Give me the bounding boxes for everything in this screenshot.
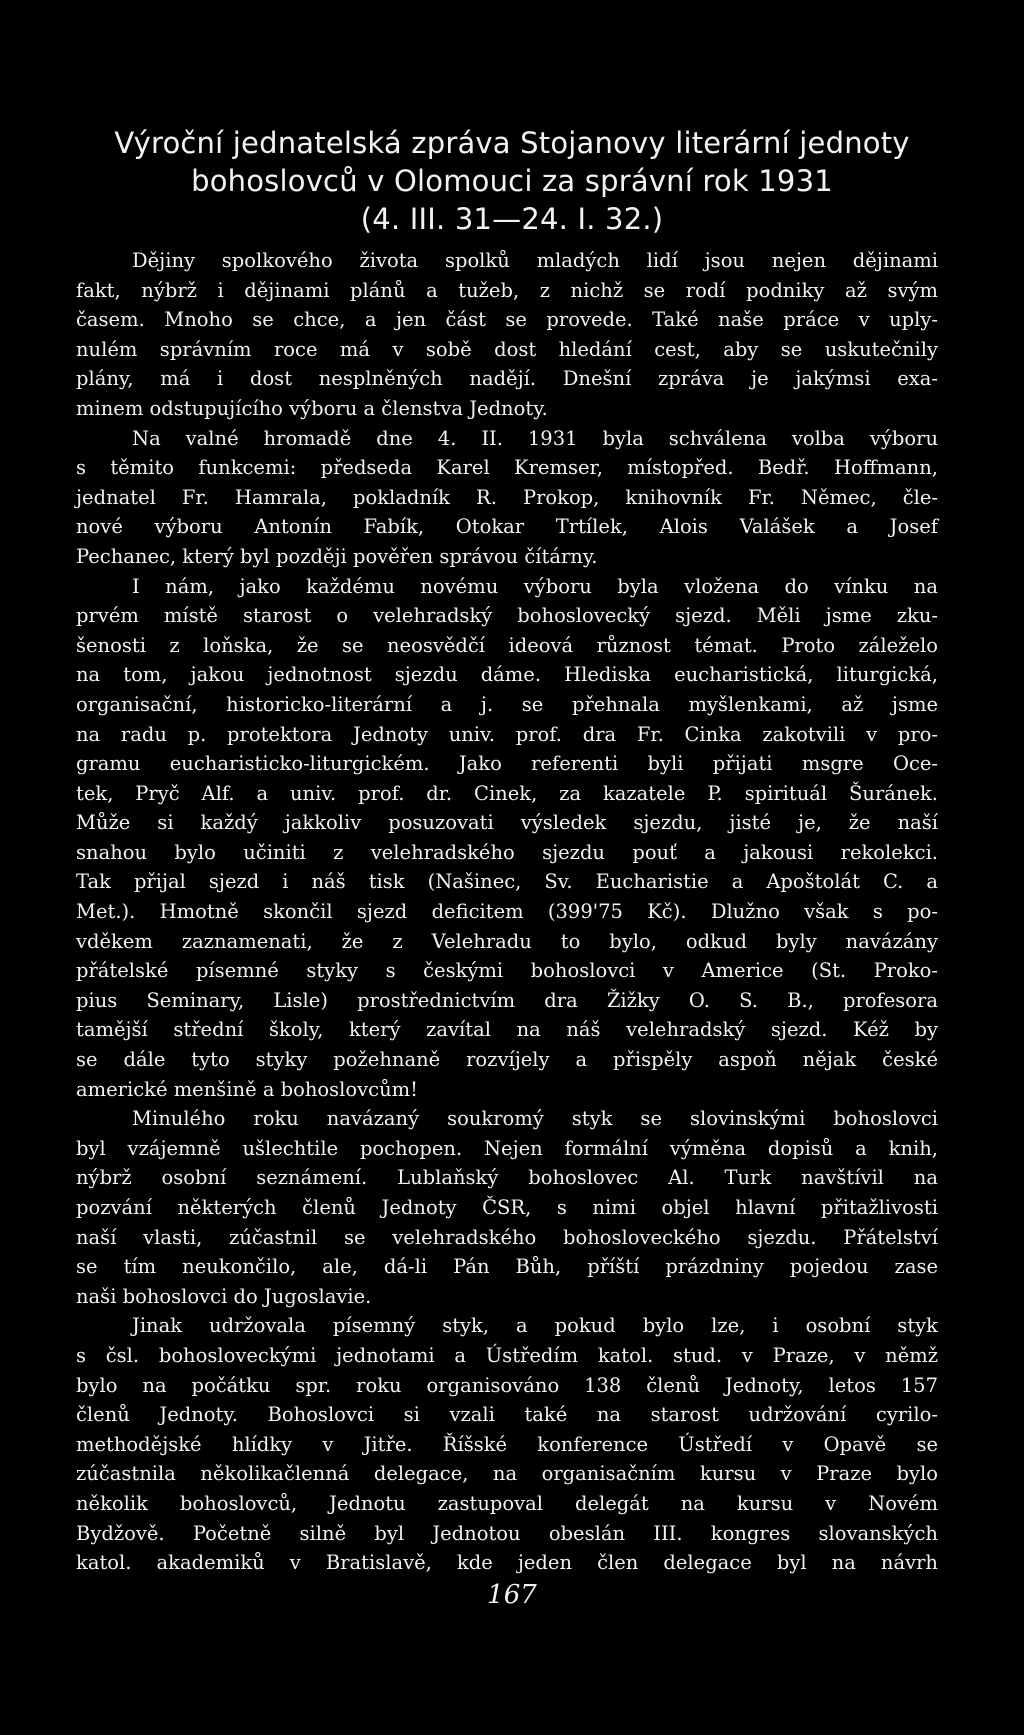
title-line: (4. III. 31—24. I. 32.)	[360, 202, 664, 236]
text-line: šenosti z loňska, že se neosvědčí ideová různost témat. Proto záleželo	[76, 633, 938, 657]
text-line: na radu p. protektora Jednoty univ. prof. dra Fr. Cinka zakotvili v pro-	[76, 722, 938, 746]
title-line: bohoslovců v Olomouci za správní rok 1931	[191, 164, 833, 198]
text-line: přátelské písemné styky s českými bohoslovci v Americe (St. Proko-	[76, 959, 938, 983]
text-line: katol. akademiků v Bratislavě, kde jeden člen delegace byl na návrh	[76, 1551, 938, 1575]
text-line: tamější střední školy, který zavítal na náš velehradský sjezd. Kéž by	[76, 1018, 938, 1042]
text-line: zúčastnila několikačlenná delegace, na organisačním kursu v Praze bylo	[76, 1462, 938, 1486]
text-line: organisační, historicko-literární a j. se přehnala myšlenkami, až jsme	[76, 692, 938, 716]
text-line: plány, má i dost nesplněných nadějí. Dnešní zpráva je jakýmsi exa-	[76, 367, 938, 391]
text-line: členů Jednoty. Bohoslovci si vzali také na starost udržování cyrilo-	[76, 1403, 938, 1427]
text-line: fakt, nýbrž i dějinami plánů a tužeb, z nichž se rodí podniky až svým	[76, 278, 938, 302]
text-line: naší vlasti, zúčastnil se velehradského bohosloveckého sjezdu. Přátelství	[76, 1225, 938, 1249]
text-line: pius Seminary, Lisle) prostřednictvím dra Žižky O. S. B., profesora	[76, 988, 938, 1012]
text-line: Tak přijal sjezd i náš tisk (Našinec, Sv. Eucharistie a Apoštolát C. a	[76, 870, 938, 894]
text-line: Minulého roku navázaný soukromý styk se slovinskými bohoslovci	[132, 1107, 938, 1131]
text-line: americké menšině a bohoslovcům!	[76, 1077, 418, 1101]
text-line: Bydžově. Početně silně byl Jednotou obeslán III. kongres slovanských	[76, 1521, 938, 1545]
text-line: pozvání některých členů Jednoty ČSR, s nimi objel hlavní přitažlivosti	[76, 1196, 938, 1219]
text-line: na tom, jakou jednotnost sjezdu dáme. Hlediska eucharistická, liturgická,	[76, 663, 938, 687]
text-line: minem odstupujícího výboru a členstva Jednoty.	[76, 396, 548, 420]
text-line: nové výboru Antonín Fabík, Otokar Trtílek, Alois Valášek a Josef	[76, 515, 938, 539]
text-line: nýbrž osobní seznámení. Lublaňský bohoslovec Al. Turk navštívil na	[76, 1166, 938, 1190]
text-line: Může si každý jakkoliv posuzovati výsledek sjezdu, jisté je, že naší	[76, 811, 938, 835]
text-line: tek, Pryč Alf. a univ. prof. dr. Cinek, za kazatele P. spirituál Šuránek.	[76, 781, 938, 805]
text-line: bylo na počátku spr. roku organisováno 138 členů Jednoty, letos 157	[76, 1373, 938, 1397]
text-line: se tím neukončilo, ale, dá-li Pán Bůh, příští prázdniny pojedou zase	[76, 1255, 938, 1279]
text-line: s čsl. bohosloveckými jednotami a Ústředím katol. stud. v Praze, v němž	[76, 1343, 938, 1367]
text-line: několik bohoslovců, Jednotu zastupoval delegát na kursu v Novém	[76, 1491, 938, 1515]
report-body	[76, 246, 938, 1578]
text-line: I nám, jako každému novému výboru byla vložena do vínku na	[132, 574, 938, 598]
text-line: jednatel Fr. Hamrala, pokladník R. Prokop, knihovník Fr. Němec, čle-	[76, 485, 938, 509]
text-line: snahou bylo učiniti z velehradského sjezdu pouť a jakousi rekolekci.	[76, 840, 938, 864]
text-line: byl vzájemně ušlechtile pochopen. Nejen formální výměna dopisů a knih,	[76, 1136, 938, 1160]
report-title	[80, 124, 944, 238]
text-line: vděkem zaznamenati, že z Velehradu to bylo, odkud byly navázány	[76, 929, 938, 953]
page-number: 167	[487, 1580, 537, 1610]
text-line: gramu eucharisticko-liturgickém. Jako referenti byli přijati msgre Oce-	[76, 752, 938, 776]
text-line: Dějiny spolkového života spolků mladých lidí jsou nejen dějinami	[132, 249, 938, 272]
text-line: Pechanec, který byl později pověřen správou čítárny.	[76, 544, 598, 568]
text-line: časem. Mnoho se chce, a jen část se provede. Také naše práce v uply-	[76, 308, 938, 332]
text-line: Na valné hromadě dne 4. II. 1931 byla schválena volba výboru	[132, 426, 938, 450]
text-line: Met.). Hmotně skončil sjezd deficitem (399'75 Kč). Dlužno však s po-	[76, 900, 938, 924]
text-line: Jinak udržovala písemný styk, a pokud bylo lze, i osobní styk	[132, 1314, 938, 1338]
text-line: naši bohoslovci do Jugoslavie.	[76, 1284, 372, 1308]
title-line: Výroční jednatelská zpráva Stojanovy literární jednoty	[114, 126, 910, 160]
text-line: nulém správním roce má v sobě dost hledání cest, aby se uskutečnily	[76, 337, 938, 361]
text-line: methodějské hlídky v Jitře. Říšské konference Ústředí v Opavě se	[76, 1432, 938, 1456]
text-line: s těmito funkcemi: předseda Karel Kremser, místopřed. Bedř. Hoffmann,	[76, 456, 938, 480]
text-line: se dále tyto styky požehnaně rozvíjely a přispěly aspoň nějak české	[76, 1048, 938, 1072]
text-line: prvém místě starost o velehradský bohoslovecký sjezd. Měli jsme zku-	[76, 604, 938, 628]
